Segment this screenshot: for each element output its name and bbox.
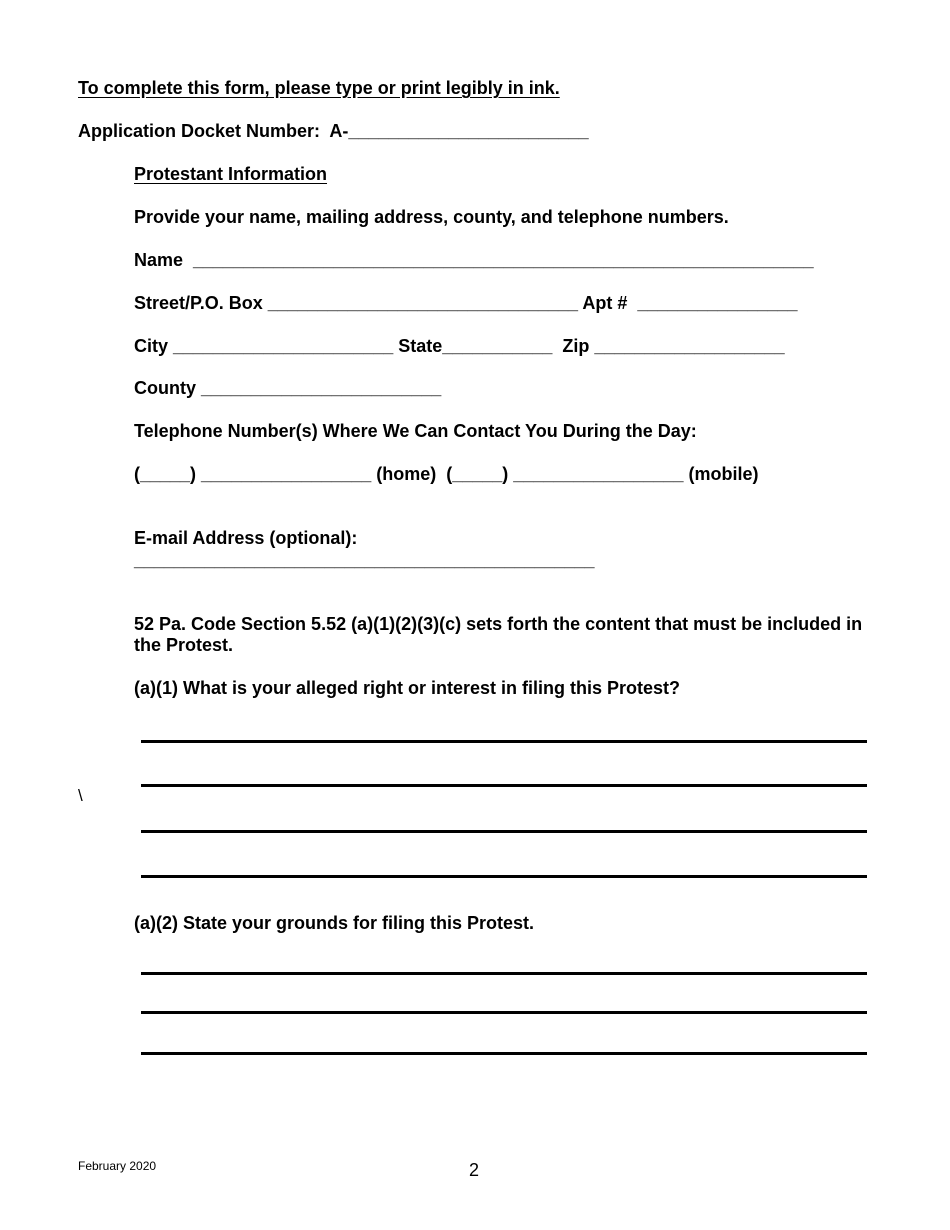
answer-line-a1-3[interactable] xyxy=(141,830,867,833)
stray-mark: \ xyxy=(78,786,83,805)
docket-number-field[interactable]: Application Docket Number: A-________________________ xyxy=(78,121,589,141)
name-field[interactable]: Name ______________________________________________________________ xyxy=(134,250,814,270)
answer-line-a2-2[interactable] xyxy=(141,1011,867,1014)
answer-line-a1-1[interactable] xyxy=(141,740,867,743)
question-a1: (a)(1) What is your alleged right or interest in filing this Protest? xyxy=(134,678,681,698)
city-state-zip-field[interactable]: City ______________________ State___________ Zip ___________________ xyxy=(134,336,785,356)
page-number: 2 xyxy=(469,1160,480,1180)
question-a2: (a)(2) State your grounds for filing this Protest. xyxy=(134,913,535,933)
email-label: E-mail Address (optional): xyxy=(134,528,358,548)
code-section-text: 52 Pa. Code Section 5.52 (a)(1)(2)(3)(c) sets forth the content that must be included in the Protest. xyxy=(134,614,863,655)
email-field[interactable]: ______________________________________________ xyxy=(134,550,595,570)
answer-line-a1-2[interactable] xyxy=(141,784,867,787)
answer-line-a2-1[interactable] xyxy=(141,972,867,975)
form-instruction: To complete this form, please type or print legibly in ink. xyxy=(78,78,560,98)
phone-heading: Telephone Number(s) Where We Can Contact You During the Day: xyxy=(134,421,697,441)
phone-fields[interactable]: (_____) _________________ (home) (_____) _________________ (mobile) xyxy=(134,464,759,484)
footer-date: February 2020 xyxy=(78,1159,157,1173)
section-intro: Provide your name, mailing address, county, and telephone numbers. xyxy=(134,207,729,227)
section-heading: Protestant Information xyxy=(134,164,328,184)
street-apt-field[interactable]: Street/P.O. Box _______________________________ Apt # ________________ xyxy=(134,293,798,313)
answer-line-a1-4[interactable] xyxy=(141,875,867,878)
county-field[interactable]: County ________________________ xyxy=(134,378,442,398)
answer-line-a2-3[interactable] xyxy=(141,1052,867,1055)
